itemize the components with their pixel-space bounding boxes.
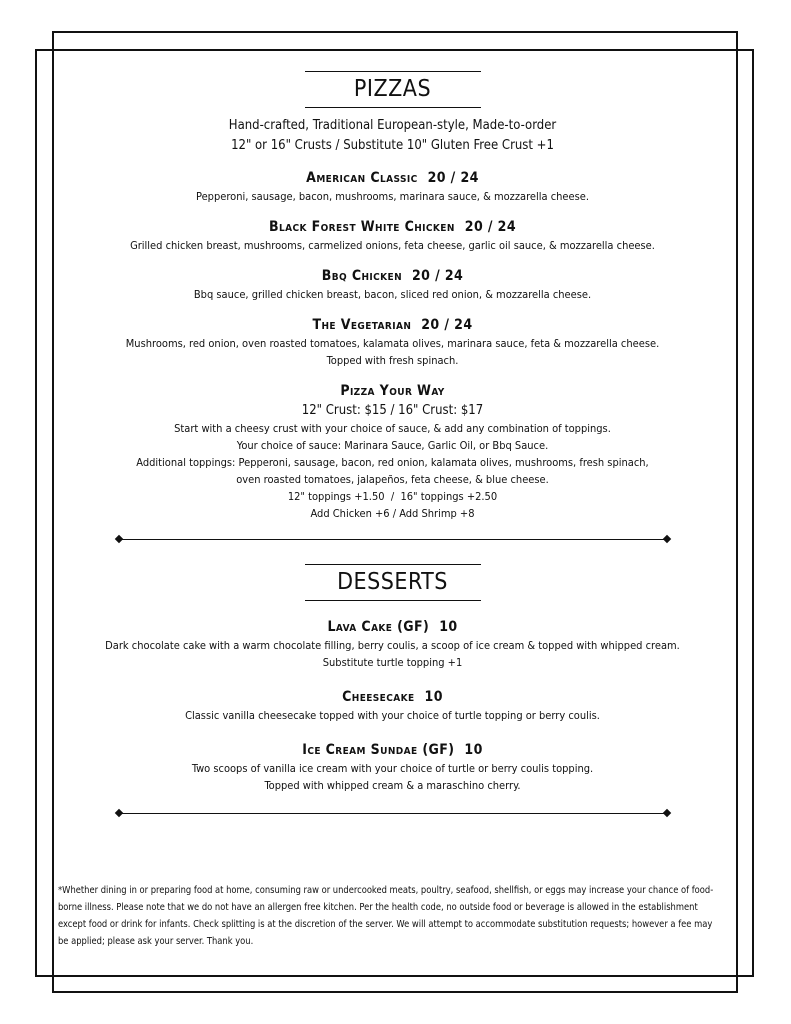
item-name: American Classic [306,170,418,186]
menu-item [40,315,745,369]
menu-item-title [40,687,745,707]
menu-item [40,168,745,205]
desserts-section [40,564,745,794]
item-description: Dark chocolate cake with a warm chocolate filling, berry coulis, a scoop of ice cream & topped with whipped cream. [105,639,680,652]
item-description: Pepperoni, sausage, bacon, mushrooms, marinara sauce, & mozzarella cheese. [196,190,589,203]
item-description: Grilled chicken breast, mushrooms, carmelized onions, feta cheese, garlic oil sauce, & mozzarella cheese. [130,239,655,252]
menu-item [40,687,745,724]
item-price: 20 / 24 [427,170,479,186]
diamond-icon [662,809,670,817]
item-name: Ice Cream Sundae (GF) [302,742,455,758]
item-name: Cheesecake [342,689,415,705]
pizzas-heading-box [305,71,481,108]
disclaimer-text: *Whether dining in or preparing food at home, consuming raw or undercooked meats, poultry, seafood, shellfish, or eggs may increase your chance of food-borne illness. Please note that we do not have an allergen free kitchen. Per the health code, no outside food or beverage is allowed in the establishment except food or drink for infants. Check splitting is at the discretion of the server. We will attempt to accommodate substitution requests; however a fee may be applied; please ask your server. Thank you. [58,885,714,947]
item-price: 20 / 24 [412,268,464,284]
menu-item-title [40,617,745,637]
menu-item-title [40,315,745,335]
item-description: Bbq sauce, grilled chicken breast, bacon, sliced red onion, & mozzarella cheese. [193,288,592,301]
menu-item [40,217,745,254]
diamond-icon [114,809,122,817]
item-description: Topped with fresh spinach. [326,354,459,367]
item-name: The Vegetarian [312,317,412,333]
menu-item-title [40,381,745,401]
item-description: Substitute turtle topping +1 [322,656,463,669]
intro-line: Hand-crafted, Traditional European-style, Made-to-order [228,118,557,133]
item-price: 10 [464,742,483,758]
pizzas-heading: PIZZAS [353,76,432,102]
item-description: 12" toppings +1.50 / 16" toppings +2.50 [287,490,498,503]
item-description: Mushrooms, red onion, oven roasted tomatoes, kalamata olives, marinara sauce, feta & mozzarella cheese. [125,337,660,350]
item-name: Lava Cake (GF) [327,619,430,635]
item-description: Add Chicken +6 / Add Shrimp +8 [310,507,475,520]
menu-item-title [40,217,745,237]
item-name: Bbq Chicken [321,268,402,284]
item-description: oven roasted tomatoes, jalapeños, feta cheese, & blue cheese. [236,473,549,486]
menu-item-title [40,168,745,188]
item-description: Classic vanilla cheesecake topped with your choice of turtle topping or berry coulis. [185,709,600,722]
item-pricing: 12" Crust: $15 / 16" Crust: $17 [301,403,484,418]
item-description: Your choice of sauce: Marinara Sauce, Garlic Oil, or Bbq Sauce. [236,439,549,452]
diamond-icon [114,535,122,543]
divider-line [120,813,666,814]
divider-line [120,539,666,540]
pizzas-section [40,71,745,522]
item-description: Topped with whipped cream & a maraschino cherry. [264,779,521,792]
desserts-heading-box [305,564,481,601]
desserts-heading: DESSERTS [337,569,448,595]
item-description: Additional toppings: Pepperoni, sausage, bacon, red onion, kalamata olives, mushrooms, fresh spinach, [136,456,649,469]
item-description: Two scoops of vanilla ice cream with your choice of turtle or berry coulis topping. [191,762,594,775]
pizzas-intro [40,116,745,156]
item-name: Black Forest White Chicken [268,219,455,235]
menu-item [40,266,745,303]
menu-item-title [40,266,745,286]
section-divider [116,810,670,818]
menu-item [40,381,745,522]
item-price: 20 / 24 [421,317,473,333]
section-divider [116,536,670,544]
menu-item [40,740,745,794]
menu-item-title [40,740,745,760]
item-price: 10 [424,689,443,705]
item-name: Pizza Your Way [340,383,445,399]
menu-item [40,617,745,671]
item-description: Start with a cheesy crust with your choice of sauce, & add any combination of toppings. [174,422,611,435]
diamond-icon [662,535,670,543]
intro-line: 12" or 16" Crusts / Substitute 10" Gluten Free Crust +1 [231,138,554,153]
item-price: 20 / 24 [464,219,517,235]
menu-content [40,55,745,818]
item-price: 10 [439,619,458,635]
